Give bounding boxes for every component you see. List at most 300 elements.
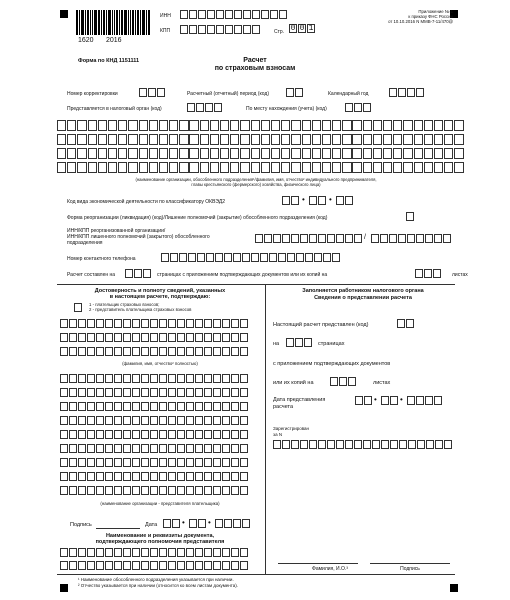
input-cell[interactable] (105, 458, 113, 467)
input-cell[interactable] (260, 253, 268, 262)
sign-date-month[interactable] (189, 519, 207, 528)
input-cell[interactable] (88, 120, 97, 131)
input-cell[interactable] (355, 396, 363, 405)
input-cell[interactable] (179, 120, 188, 131)
input-cell[interactable] (231, 416, 239, 425)
input-cell[interactable] (222, 472, 230, 481)
input-cell[interactable] (204, 486, 212, 495)
input-cell[interactable] (105, 430, 113, 439)
input-cell[interactable] (322, 162, 331, 173)
input-cell[interactable] (286, 88, 294, 97)
input-cell[interactable] (195, 548, 203, 557)
input-cell[interactable] (96, 561, 104, 570)
input-cell[interactable] (69, 430, 77, 439)
name-cells-row-3[interactable] (57, 148, 465, 159)
input-cell[interactable] (159, 319, 167, 328)
input-cell[interactable] (161, 253, 169, 262)
reorg-cell[interactable] (406, 212, 415, 221)
input-cell[interactable] (132, 472, 140, 481)
input-cell[interactable] (123, 319, 131, 328)
input-cell[interactable] (240, 416, 248, 425)
input-cell[interactable] (240, 347, 248, 356)
input-cell[interactable] (345, 234, 353, 243)
input-cell[interactable] (210, 134, 219, 145)
input-cell[interactable] (222, 347, 230, 356)
input-cell[interactable] (213, 319, 221, 328)
input-cell[interactable] (342, 134, 351, 145)
input-cell[interactable] (189, 10, 197, 19)
input-cell[interactable] (198, 25, 206, 34)
input-cell[interactable] (424, 120, 433, 131)
input-cell[interactable] (444, 120, 453, 131)
input-cell[interactable] (270, 10, 278, 19)
input-cell[interactable] (213, 472, 221, 481)
input-cell[interactable] (87, 430, 95, 439)
input-cell[interactable] (150, 374, 158, 383)
input-cell[interactable] (77, 148, 86, 159)
input-cell[interactable] (383, 120, 392, 131)
input-cell[interactable] (354, 234, 362, 243)
input-cell[interactable] (123, 430, 131, 439)
input-cell[interactable] (98, 120, 107, 131)
input-cell[interactable] (407, 234, 415, 243)
input-cell[interactable] (434, 234, 442, 243)
input-cell[interactable] (168, 472, 176, 481)
input-cell[interactable] (114, 374, 122, 383)
input-cell[interactable] (425, 234, 433, 243)
input-cell[interactable] (213, 388, 221, 397)
input-cell[interactable] (57, 120, 66, 131)
input-cell[interactable] (141, 561, 149, 570)
input-cell[interactable] (132, 458, 140, 467)
input-cell[interactable] (87, 416, 95, 425)
input-cell[interactable] (168, 486, 176, 495)
input-cell[interactable] (454, 120, 463, 131)
input-cell[interactable] (327, 234, 335, 243)
phone-cells[interactable] (161, 253, 341, 262)
input-cell[interactable] (114, 444, 122, 453)
input-cell[interactable] (414, 120, 423, 131)
input-cell[interactable] (300, 440, 308, 449)
input-cell[interactable] (69, 402, 77, 411)
input-cell[interactable] (78, 486, 86, 495)
input-cell[interactable] (302, 162, 311, 173)
input-cell[interactable] (230, 162, 239, 173)
input-cell[interactable] (141, 374, 149, 383)
input-cell[interactable] (189, 25, 197, 34)
input-cell[interactable] (403, 148, 412, 159)
input-cell[interactable] (69, 319, 77, 328)
input-cell[interactable] (105, 388, 113, 397)
input-cell[interactable] (352, 120, 361, 131)
input-cell[interactable] (233, 253, 241, 262)
input-cell[interactable] (150, 561, 158, 570)
name-cells-row-2[interactable] (57, 134, 465, 145)
input-cell[interactable] (114, 319, 122, 328)
input-cell[interactable] (195, 374, 203, 383)
input-cell[interactable] (60, 430, 68, 439)
input-cell[interactable] (189, 148, 198, 159)
input-cell[interactable] (222, 444, 230, 453)
input-cell[interactable] (186, 319, 194, 328)
input-cell[interactable] (78, 319, 86, 328)
input-cell[interactable] (60, 561, 68, 570)
input-cell[interactable] (213, 402, 221, 411)
input-cell[interactable] (96, 388, 104, 397)
input-cell[interactable] (234, 25, 242, 34)
pages-cells[interactable] (125, 269, 152, 278)
input-cell[interactable] (222, 430, 230, 439)
input-cell[interactable] (322, 120, 331, 131)
input-cell[interactable] (454, 162, 463, 173)
input-cell[interactable] (87, 374, 95, 383)
input-cell[interactable] (381, 396, 389, 405)
input-cell[interactable] (69, 388, 77, 397)
input-cell[interactable] (134, 269, 142, 278)
input-cell[interactable] (105, 444, 113, 453)
input-cell[interactable] (69, 458, 77, 467)
input-cell[interactable] (373, 148, 382, 159)
input-cell[interactable] (57, 134, 66, 145)
input-cell[interactable] (195, 402, 203, 411)
input-cell[interactable] (114, 402, 122, 411)
correction-cells[interactable] (139, 88, 166, 97)
input-cell[interactable] (224, 519, 232, 528)
input-cell[interactable] (342, 162, 351, 173)
input-cell[interactable] (150, 472, 158, 481)
input-cell[interactable] (105, 319, 113, 328)
input-cell[interactable] (291, 148, 300, 159)
input-cell[interactable] (177, 444, 185, 453)
input-cell[interactable] (200, 162, 209, 173)
input-cell[interactable] (200, 148, 209, 159)
input-cell[interactable] (132, 347, 140, 356)
reorg-inn-cells[interactable] (255, 234, 363, 243)
input-cell[interactable] (231, 333, 239, 342)
input-cell[interactable] (141, 444, 149, 453)
input-cell[interactable] (269, 253, 277, 262)
input-cell[interactable] (271, 162, 280, 173)
input-cell[interactable] (123, 472, 131, 481)
input-cell[interactable] (291, 234, 299, 243)
okved-cells-1[interactable] (282, 196, 300, 205)
input-cell[interactable] (60, 416, 68, 425)
input-cell[interactable] (77, 120, 86, 131)
input-cell[interactable] (220, 148, 229, 159)
input-cell[interactable] (354, 103, 362, 112)
input-cell[interactable] (168, 402, 176, 411)
org-cells-row-1[interactable] (60, 374, 249, 383)
input-cell[interactable] (416, 88, 424, 97)
input-cell[interactable] (281, 134, 290, 145)
input-cell[interactable] (302, 134, 311, 145)
input-cell[interactable] (300, 234, 308, 243)
input-cell[interactable] (332, 120, 341, 131)
input-cell[interactable] (222, 333, 230, 342)
input-cell[interactable] (204, 333, 212, 342)
input-cell[interactable] (149, 120, 158, 131)
input-cell[interactable] (159, 472, 167, 481)
input-cell[interactable] (224, 253, 232, 262)
input-cell[interactable] (406, 319, 414, 328)
input-cell[interactable] (433, 269, 441, 278)
name-cells-row-1[interactable] (57, 120, 465, 131)
input-cell[interactable] (198, 519, 206, 528)
input-cell[interactable] (177, 402, 185, 411)
input-cell[interactable] (123, 374, 131, 383)
input-cell[interactable] (195, 458, 203, 467)
input-cell[interactable] (132, 430, 140, 439)
input-cell[interactable] (69, 548, 77, 557)
input-cell[interactable] (444, 440, 452, 449)
input-cell[interactable] (128, 134, 137, 145)
input-cell[interactable] (282, 196, 290, 205)
input-cell[interactable] (114, 430, 122, 439)
input-cell[interactable] (281, 148, 290, 159)
input-cell[interactable] (302, 148, 311, 159)
input-cell[interactable] (67, 148, 76, 159)
input-cell[interactable] (393, 120, 402, 131)
input-cell[interactable] (78, 561, 86, 570)
fio-cells-row-2[interactable] (60, 333, 249, 342)
input-cell[interactable] (67, 134, 76, 145)
input-cell[interactable] (186, 458, 194, 467)
input-cell[interactable] (150, 333, 158, 342)
input-cell[interactable] (318, 234, 326, 243)
input-cell[interactable] (424, 148, 433, 159)
input-cell[interactable] (105, 548, 113, 557)
input-cell[interactable] (186, 430, 194, 439)
input-cell[interactable] (345, 196, 353, 205)
input-cell[interactable] (231, 444, 239, 453)
input-cell[interactable] (242, 519, 250, 528)
input-cell[interactable] (123, 458, 131, 467)
input-cell[interactable] (434, 134, 443, 145)
input-cell[interactable] (108, 148, 117, 159)
doc-cells-row-1[interactable] (60, 548, 249, 557)
input-cell[interactable] (200, 120, 209, 131)
input-cell[interactable] (364, 396, 372, 405)
sheets-cells[interactable] (415, 269, 442, 278)
input-cell[interactable] (78, 347, 86, 356)
input-cell[interactable] (282, 440, 290, 449)
input-cell[interactable] (114, 333, 122, 342)
input-cell[interactable] (204, 402, 212, 411)
right-pages-cells[interactable] (286, 338, 313, 347)
input-cell[interactable] (204, 548, 212, 557)
input-cell[interactable] (291, 440, 299, 449)
input-cell[interactable] (139, 88, 147, 97)
input-cell[interactable] (339, 377, 347, 386)
input-cell[interactable] (434, 148, 443, 159)
input-cell[interactable] (322, 148, 331, 159)
input-cell[interactable] (96, 319, 104, 328)
input-cell[interactable] (204, 430, 212, 439)
input-cell[interactable] (139, 148, 148, 159)
org-cells-row-6[interactable] (60, 444, 249, 453)
input-cell[interactable] (261, 134, 270, 145)
okved-cells-3[interactable] (336, 196, 354, 205)
input-cell[interactable] (177, 548, 185, 557)
inn-cells[interactable] (180, 10, 288, 19)
input-cell[interactable] (177, 430, 185, 439)
input-cell[interactable] (393, 148, 402, 159)
okved-cells-2[interactable] (309, 196, 327, 205)
input-cell[interactable] (195, 444, 203, 453)
input-cell[interactable] (240, 319, 248, 328)
input-cell[interactable] (213, 458, 221, 467)
input-cell[interactable] (231, 486, 239, 495)
input-cell[interactable] (132, 333, 140, 342)
input-cell[interactable] (195, 333, 203, 342)
input-cell[interactable] (363, 120, 372, 131)
input-cell[interactable] (150, 319, 158, 328)
input-cell[interactable] (141, 402, 149, 411)
org-cells-row-5[interactable] (60, 430, 249, 439)
right-date-month[interactable] (381, 396, 399, 405)
input-cell[interactable] (186, 416, 194, 425)
input-cell[interactable] (177, 319, 185, 328)
input-cell[interactable] (179, 253, 187, 262)
input-cell[interactable] (273, 234, 281, 243)
input-cell[interactable] (371, 234, 379, 243)
input-cell[interactable] (383, 148, 392, 159)
input-cell[interactable] (96, 458, 104, 467)
input-cell[interactable] (114, 548, 122, 557)
input-cell[interactable] (105, 561, 113, 570)
input-cell[interactable] (96, 430, 104, 439)
input-cell[interactable] (60, 458, 68, 467)
input-cell[interactable] (60, 347, 68, 356)
input-cell[interactable] (296, 253, 304, 262)
input-cell[interactable] (222, 319, 230, 328)
input-cell[interactable] (295, 88, 303, 97)
input-cell[interactable] (231, 374, 239, 383)
input-cell[interactable] (148, 88, 156, 97)
input-cell[interactable] (231, 472, 239, 481)
input-cell[interactable] (261, 162, 270, 173)
input-cell[interactable] (195, 347, 203, 356)
input-cell[interactable] (132, 319, 140, 328)
right-sign-line[interactable] (370, 563, 450, 564)
input-cell[interactable] (180, 25, 188, 34)
input-cell[interactable] (60, 333, 68, 342)
input-cell[interactable] (336, 196, 344, 205)
input-cell[interactable] (207, 25, 215, 34)
input-cell[interactable] (149, 148, 158, 159)
input-cell[interactable] (105, 374, 113, 383)
input-cell[interactable] (159, 486, 167, 495)
input-cell[interactable] (168, 347, 176, 356)
input-cell[interactable] (215, 253, 223, 262)
input-cell[interactable] (251, 162, 260, 173)
input-cell[interactable] (318, 196, 326, 205)
input-cell[interactable] (186, 472, 194, 481)
input-cell[interactable] (271, 120, 280, 131)
doc-cells-row-2[interactable] (60, 561, 249, 570)
input-cell[interactable] (177, 416, 185, 425)
input-cell[interactable] (114, 458, 122, 467)
input-cell[interactable] (309, 196, 317, 205)
input-cell[interactable] (278, 253, 286, 262)
input-cell[interactable] (60, 486, 68, 495)
input-cell[interactable] (149, 134, 158, 145)
right-sheets-cells[interactable] (330, 377, 357, 386)
input-cell[interactable] (213, 486, 221, 495)
input-cell[interactable] (291, 162, 300, 173)
org-cells-row-3[interactable] (60, 402, 249, 411)
input-cell[interactable] (177, 472, 185, 481)
input-cell[interactable] (305, 253, 313, 262)
input-cell[interactable] (363, 103, 371, 112)
input-cell[interactable] (168, 430, 176, 439)
input-cell[interactable] (271, 134, 280, 145)
org-cells-row-2[interactable] (60, 388, 249, 397)
input-cell[interactable] (380, 234, 388, 243)
input-cell[interactable] (373, 162, 382, 173)
input-cell[interactable] (132, 374, 140, 383)
input-cell[interactable] (434, 120, 443, 131)
input-cell[interactable] (159, 333, 167, 342)
input-cell[interactable] (230, 148, 239, 159)
input-cell[interactable] (444, 162, 453, 173)
input-cell[interactable] (87, 561, 95, 570)
right-date-day[interactable] (355, 396, 373, 405)
input-cell[interactable] (123, 444, 131, 453)
input-cell[interactable] (231, 548, 239, 557)
input-cell[interactable] (98, 134, 107, 145)
input-cell[interactable] (234, 10, 242, 19)
input-cell[interactable] (87, 347, 95, 356)
input-cell[interactable] (383, 134, 392, 145)
input-cell[interactable] (159, 548, 167, 557)
input-cell[interactable] (87, 444, 95, 453)
input-cell[interactable] (240, 134, 249, 145)
input-cell[interactable] (286, 338, 294, 347)
input-cell[interactable] (186, 333, 194, 342)
input-cell[interactable] (186, 374, 194, 383)
fio-cells-row-3[interactable] (60, 347, 249, 356)
input-cell[interactable] (222, 388, 230, 397)
location-cells[interactable] (345, 103, 372, 112)
input-cell[interactable] (390, 396, 398, 405)
input-cell[interactable] (189, 162, 198, 173)
input-cell[interactable] (69, 374, 77, 383)
input-cell[interactable] (213, 548, 221, 557)
input-cell[interactable] (60, 388, 68, 397)
input-cell[interactable] (231, 561, 239, 570)
input-cell[interactable] (381, 440, 389, 449)
input-cell[interactable] (60, 319, 68, 328)
input-cell[interactable] (143, 269, 151, 278)
input-cell[interactable] (114, 388, 122, 397)
input-cell[interactable] (220, 162, 229, 173)
input-cell[interactable] (403, 134, 412, 145)
input-cell[interactable] (132, 388, 140, 397)
input-cell[interactable] (150, 416, 158, 425)
input-cell[interactable] (159, 444, 167, 453)
input-cell[interactable] (132, 444, 140, 453)
input-cell[interactable] (222, 416, 230, 425)
input-cell[interactable] (231, 430, 239, 439)
input-cell[interactable] (207, 10, 215, 19)
input-cell[interactable] (195, 319, 203, 328)
input-cell[interactable] (251, 134, 260, 145)
input-cell[interactable] (195, 486, 203, 495)
input-cell[interactable] (169, 120, 178, 131)
input-cell[interactable] (118, 148, 127, 159)
input-cell[interactable] (240, 402, 248, 411)
